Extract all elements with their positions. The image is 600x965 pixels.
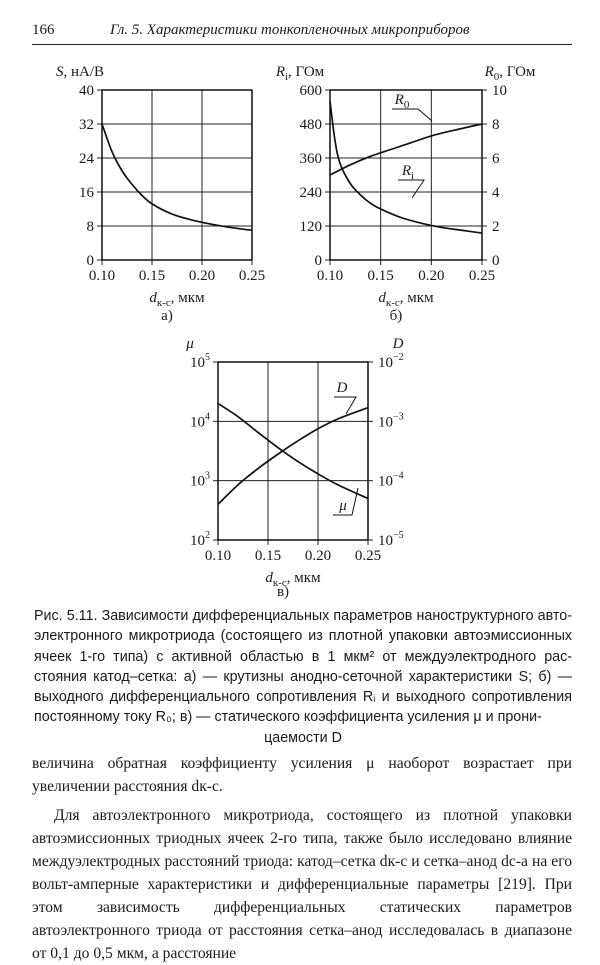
y-axis-label: S, нА/В xyxy=(55,64,105,80)
y-tick-label: 24 xyxy=(79,151,94,167)
x-tick-label: 0.20 xyxy=(418,268,445,284)
y-tick-label: 8 xyxy=(86,219,94,235)
x-tick-label: 0.20 xyxy=(188,268,216,284)
y-right-axis-label: $R_0$, ГОм xyxy=(484,64,536,83)
y-tick-label: $10^5$ xyxy=(190,352,210,371)
y-right-tick-label: $10^{-2}$ xyxy=(378,352,404,371)
series-label: $R_i$ xyxy=(401,163,415,182)
x-tick-label: 0.15 xyxy=(367,268,394,284)
y-right-tick-label: $10^{-4}$ xyxy=(378,470,404,490)
y-right-tick-label: 0 xyxy=(492,253,500,269)
series-leader xyxy=(398,180,424,198)
y-axis-label: $R_i$, ГОм xyxy=(275,64,325,83)
x-tick-label: 0.10 xyxy=(204,548,232,564)
x-tick-label: 0.25 xyxy=(238,268,266,284)
caption-line: постоянному току R₀; в) — статического коэффициента усиления μ и прони- xyxy=(34,709,542,726)
x-tick-label: 0.25 xyxy=(354,548,382,564)
x-tick-label: 0.25 xyxy=(468,268,496,284)
chapter-title: Гл. 5. Характеристики тонкопленочных микроприборов xyxy=(110,22,470,38)
caption-line: стояния катод–сетка: а) — крутизны анодно-сеточной характеристики S; б) — xyxy=(34,668,572,685)
x-tick-label: 0.20 xyxy=(304,548,332,564)
x-axis-label: $d_{к-с}$, мкм xyxy=(149,290,205,309)
y-tick-label: 40 xyxy=(79,83,94,99)
x-tick-label: 0.10 xyxy=(88,268,116,284)
y-axis-label: μ xyxy=(186,336,194,352)
series-curve xyxy=(218,403,368,498)
y-tick-label: 360 xyxy=(299,151,322,167)
page-number: 166 xyxy=(32,22,55,38)
panel-label: б) xyxy=(389,308,403,324)
caption-line: выходного дифференциального сопротивления Rᵢ и выходного сопротивления xyxy=(34,689,572,706)
y-tick-label: $10^3$ xyxy=(190,470,210,490)
y-right-tick-label: 8 xyxy=(492,117,500,133)
paragraph: Для автоэлектронного микротриода, состоящего из плотной упаковки автоэмиссионных триодных ячеек 2-го типа, также было исследовано влияние междуэлектродных расстояний триода: катод–сетка dк-с и сетка–анод dс-а на его вольт-амперные характеристики и дифференциальные параметры [219]. При этом зависимость дифференциальных статических параметров автоэлектронного триода от расстояния сетка–анод исследовалась в диапазоне от 0,1 до 0,5 мкм, а расстояние xyxy=(32,807,572,962)
paragraph: величина обратная коэффициенту усиления μ наоборот возрастает при увеличении расстояния dк-с. xyxy=(32,755,572,795)
caption-line: Рис. 5.11. Зависимости дифференциальных параметров наноструктурного авто- xyxy=(34,608,572,624)
y-tick-label: 120 xyxy=(299,219,322,235)
y-right-tick-label: 10 xyxy=(492,83,507,99)
series-label: μ xyxy=(339,498,347,514)
series-curve xyxy=(102,124,252,230)
y-tick-label: 32 xyxy=(79,117,94,133)
series-leader xyxy=(392,109,432,121)
x-axis-label: $d_{к-с}$, мкм xyxy=(265,570,321,589)
x-tick-label: 0.15 xyxy=(138,268,166,284)
y-tick-label: 16 xyxy=(79,185,94,201)
y-right-tick-label: $10^{-5}$ xyxy=(378,530,404,549)
series-curve xyxy=(218,408,368,505)
y-tick-label: $10^2$ xyxy=(190,530,210,549)
y-tick-label: 0 xyxy=(314,253,322,269)
y-tick-label: 0 xyxy=(86,253,94,269)
x-axis-label: $d_{к-с}$, мкм xyxy=(378,290,434,309)
caption-line: электронного микротриода (состоящего из плотной упаковки автоэмиссионных xyxy=(34,628,572,645)
series-label: $R_0$ xyxy=(394,92,410,111)
body-text xyxy=(32,752,572,965)
series-leader xyxy=(334,397,356,414)
series-label: D xyxy=(336,380,348,396)
y-tick-label: 480 xyxy=(299,117,322,133)
figure-caption xyxy=(34,606,572,748)
y-tick-label: 240 xyxy=(299,185,322,201)
x-tick-label: 0.15 xyxy=(254,548,282,564)
y-right-axis-label: D xyxy=(392,336,404,352)
y-right-tick-label: $10^{-3}$ xyxy=(378,411,404,431)
y-tick-label: 600 xyxy=(299,83,322,99)
panel-label: а) xyxy=(161,308,173,324)
y-right-tick-label: 6 xyxy=(492,151,500,167)
y-right-tick-label: 2 xyxy=(492,219,500,235)
y-tick-label: $10^4$ xyxy=(190,411,210,431)
caption-line: цаемости D xyxy=(264,729,342,746)
caption-line: ячеек 1-го типа) с активной областью в 1 мкм² от междуэлектродного рас- xyxy=(34,648,572,665)
y-right-tick-label: 4 xyxy=(492,185,500,201)
x-tick-label: 0.10 xyxy=(316,268,344,284)
panel-label: в) xyxy=(276,584,290,600)
